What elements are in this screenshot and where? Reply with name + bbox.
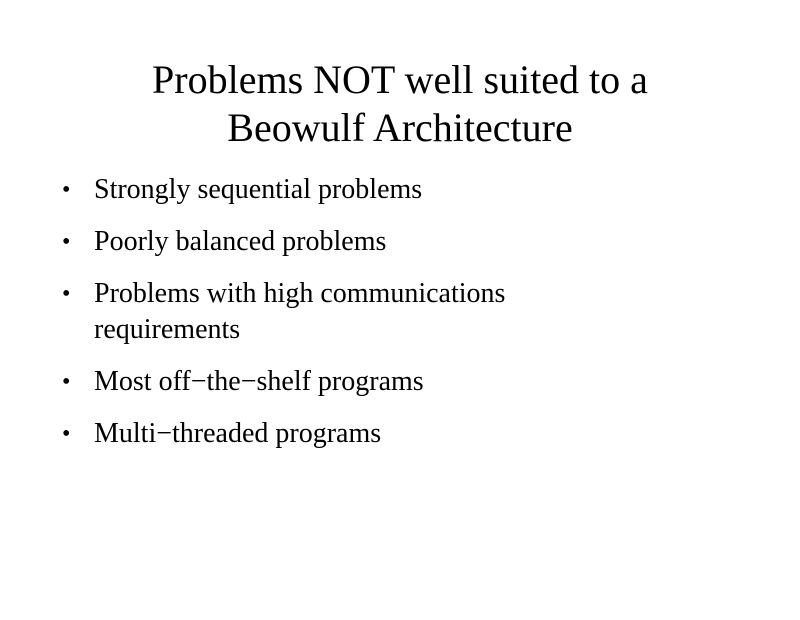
bullet-dot-icon: • (62, 229, 71, 255)
slide-title-line-2: Beowulf Architecture (227, 105, 573, 150)
bullet-dot-icon: • (62, 281, 71, 307)
bullet-item-balanced (62, 224, 762, 260)
bullet-text: Problems with high communications (94, 278, 506, 309)
bullet-text: Multi−threaded programs (94, 418, 382, 449)
bullet-dot-icon: • (62, 369, 71, 395)
bullet-dot-icon: • (62, 177, 71, 203)
slide-title (0, 56, 800, 152)
bullet-text: Poorly balanced problems (94, 226, 387, 257)
bullet-text: Strongly sequential problems (94, 174, 423, 205)
bullet-item-communications (62, 276, 762, 348)
slide-title-line-1: Problems NOT well suited to a (152, 57, 648, 102)
bullet-dot-icon: • (62, 421, 71, 447)
bullet-text: Most off−the−shelf programs (94, 366, 424, 397)
bullet-text-continuation: requirements (94, 314, 241, 345)
bullet-item-sequential (62, 172, 762, 208)
bullet-item-off-the-shelf (62, 364, 762, 400)
bullet-item-multi-threaded (62, 416, 762, 452)
bullet-list (62, 172, 762, 468)
